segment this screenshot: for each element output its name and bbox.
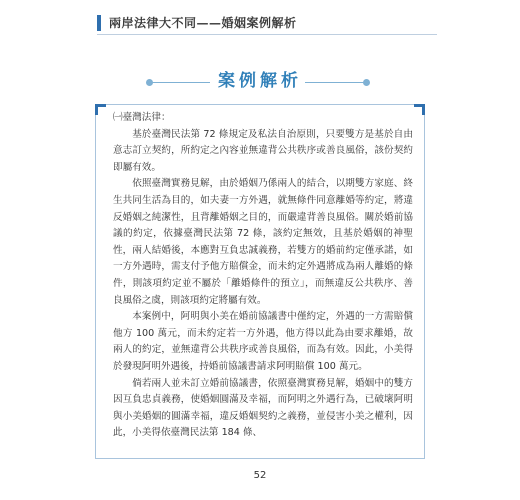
page-number: 52 xyxy=(253,470,267,481)
title-line-right xyxy=(305,82,365,83)
paragraph: 本案例中，阿明與小美在婚前協議書中僅約定，外遇的一方需賠償他方 100 萬元，而未約定若一方外遇，他方得以此為由要求離婚，故兩人的約定，並無違背公共秩序或善良風俗，而為有效。因此，小美得於發現阿明外遇後，持婚前協議書請求阿明賠償 100 萬元。 xyxy=(113,311,413,372)
paragraph: 基於臺灣民法第 72 條規定及私法自治原則，只要雙方是基於自由意志訂立契約，所約定之內容並無違背公共秩序或善良風俗，該份契約即屬有效。 xyxy=(113,128,413,173)
header-rule xyxy=(97,34,437,35)
header-title: 兩岸法律大不同——婚姻案例解析 xyxy=(109,16,297,30)
title-ornament-right xyxy=(363,79,370,86)
section-title: 案例解析 xyxy=(218,71,302,91)
frame-corner-top-left xyxy=(95,104,106,115)
subsection-heading: ㈠臺灣法律： xyxy=(113,112,171,123)
paragraph: 依照臺灣實務見解，由於婚姻乃係兩人的結合，以期雙方家庭、終生共同生活為目的，如夫妻一方外遇，就無條件同意離婚等約定，將違反婚姻之純潔性，且背離婚姻之目的，而嚴違背善良風俗。關於婚前協議的約定，依據臺灣民法第 72 條，該約定無效，且基於婚姻的神聖性，兩人結婚後，本應對互負忠誠義務，若雙方的婚前約定僅承諾，如一方外遇時，需支付予他方賠償金，而未約定外遇將成為兩人離婚的條件，則該項約定並不屬於「離婚條件的預立」，而無違反公共秩序、善良風俗之虞，則該項約定將屬有效。 xyxy=(113,178,413,306)
header-accent-bar xyxy=(97,15,101,31)
body-text xyxy=(113,110,413,442)
paragraph: 倘若兩人並未訂立婚前協議書，依照臺灣實務見解，婚姻中的雙方因互負忠貞義務，使婚姻圓滿及幸福，而阿明之外遇行為，已破壞阿明與小美婚姻的圓滿幸福，違反婚姻契約之義務，並侵害小美之權利，因此，小美得依臺灣民法第 184 條、 xyxy=(113,377,413,439)
running-header xyxy=(97,14,297,31)
frame-corner-top-right xyxy=(414,104,425,115)
